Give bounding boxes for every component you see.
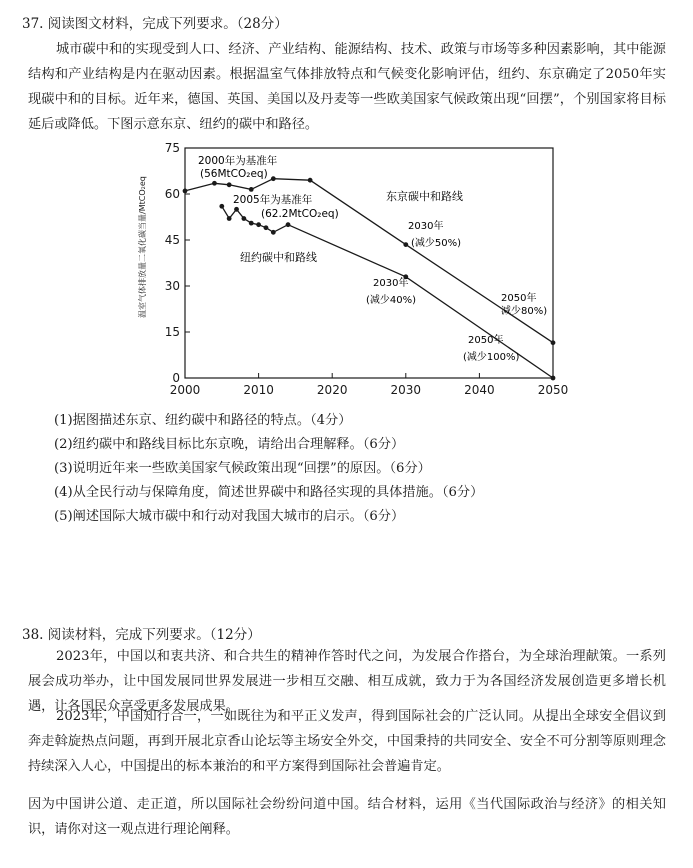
ny-2050-year: 2050年 — [468, 335, 504, 346]
y-tick-label: 15 — [164, 325, 180, 339]
x-tick-label: 2040 — [464, 383, 495, 397]
question-37-sub-3: (3)说明近年来一些欧美国家气候政策出现“回摆”的原因。（6分） — [54, 461, 431, 476]
data-point — [264, 225, 269, 230]
data-point — [227, 182, 232, 187]
x-tick-label: 2010 — [243, 383, 274, 397]
tokyo-2030-year: 2030年 — [408, 221, 444, 232]
question-37-sub-2: (2)纽约碳中和路线目标比东京晚，请给出合理解释。（6分） — [54, 437, 405, 452]
ny-base-value: (62.2MtCO₂eq) — [261, 208, 339, 220]
data-point — [286, 222, 291, 227]
question-38-heading: 38. 阅读材料，完成下列要求。（12分） — [22, 627, 261, 643]
data-point — [403, 242, 408, 247]
y-tick-label: 0 — [172, 371, 180, 385]
chart-series — [183, 176, 556, 380]
ny-base-label: 2005年为基准年 — [233, 194, 313, 206]
x-tick-label: 2000 — [169, 383, 201, 397]
data-point — [227, 216, 232, 221]
tokyo-base-value: (56MtCO₂eq) — [200, 168, 268, 180]
tokyo-2030-pct: (减少50%) — [411, 238, 462, 249]
carbon-neutrality-chart — [128, 140, 583, 408]
x-tick-label: 2020 — [316, 383, 348, 397]
tokyo-base-label: 2000年为基准年 — [198, 155, 278, 167]
question-37-material: 城市碳中和的实现受到人口、经济、产业结构、能源结构、技术、政策与市场等多种因素影响，其中能源结构和产业结构是内在驱动因素。根据温室气体排放特点和气候变化影响评估，纽约、东京确定了2050年实现碳中和的目标。近年来，德国、英国、美国以及丹麦等一些欧美国家气候政策出现“回摆”，个别国家将目标延后或降低。下图示意东京、纽约的碳中和路径。 — [28, 42, 666, 132]
question-38-material-2: 2023年，中国知行合一，一如既往为和平正义发声，得到国际社会的广泛认同。从提出全球安全倡议到奔走斡旋热点问题，再到开展北京香山论坛等主场安全外交，中国秉持的共同安全、安全不可分割等原则理念持续深入人心，中国提出的标本兼治的和平方案得到国际社会普遍肯定。 — [28, 709, 666, 774]
question-38-prompt: 因为中国讲公道、走正道，所以国际社会纷纷问道中国。结合材料，运用《当代国际政治与经济》的相关知识，请你对这一观点进行理论阐释。 — [28, 797, 666, 837]
question-37-sub-4: (4)从全民行动与保障角度，简述世界碳中和路径实现的具体措施。（6分） — [54, 485, 484, 500]
x-tick-label: 2030 — [390, 383, 422, 397]
data-point — [212, 181, 217, 186]
data-point — [249, 221, 254, 226]
question-37-heading: 37. 阅读图文材料，完成下列要求。（28分） — [22, 16, 288, 32]
y-axis-label: 温室气体排放量二氧化碳当量/MtCO₂eq — [138, 176, 147, 318]
data-point — [241, 216, 246, 221]
x-tick-label: 2050 — [537, 383, 569, 397]
tokyo-series-label: 东京碳中和路线 — [386, 190, 463, 203]
data-point — [183, 189, 188, 194]
y-tick-label: 45 — [164, 233, 180, 247]
ny-2050-pct: (减少100%) — [463, 352, 520, 363]
question-37-sub-1: (1)据图描述东京、纽约碳中和路径的特点。（4分） — [54, 413, 352, 428]
ny-series-label: 纽约碳中和路线 — [240, 251, 317, 264]
data-point — [271, 176, 276, 181]
tokyo-2050-pct: 减少80%) — [501, 306, 548, 317]
tokyo-2050-year: 2050年 — [501, 293, 537, 304]
y-tick-label: 75 — [164, 141, 180, 155]
data-point — [219, 204, 224, 209]
data-point — [234, 207, 239, 212]
data-point — [271, 230, 276, 235]
data-point — [551, 376, 556, 381]
y-tick-label: 30 — [164, 279, 180, 293]
question-37-sub-5: (5)阐述国际大城市碳中和行动对我国大城市的启示。（6分） — [54, 509, 405, 524]
ny-2030-year: 2030年 — [373, 278, 409, 289]
y-tick-label: 60 — [164, 187, 180, 201]
data-point — [249, 187, 254, 192]
data-point — [551, 340, 556, 345]
question-38-material-1: 2023年，中国以和衷共济、和合共生的精神作答时代之问，为发展合作搭台，为全球治理献策。一系列展会成功举办，让中国发展同世界发展进一步相互交融、相互成就，致力于为各国经济发展创造更多增长机遇，让各国民众享受更多发展成果。 — [28, 649, 666, 714]
data-point — [256, 222, 261, 227]
ny-2030-pct: (减少40%) — [366, 295, 417, 306]
data-point — [308, 178, 313, 183]
